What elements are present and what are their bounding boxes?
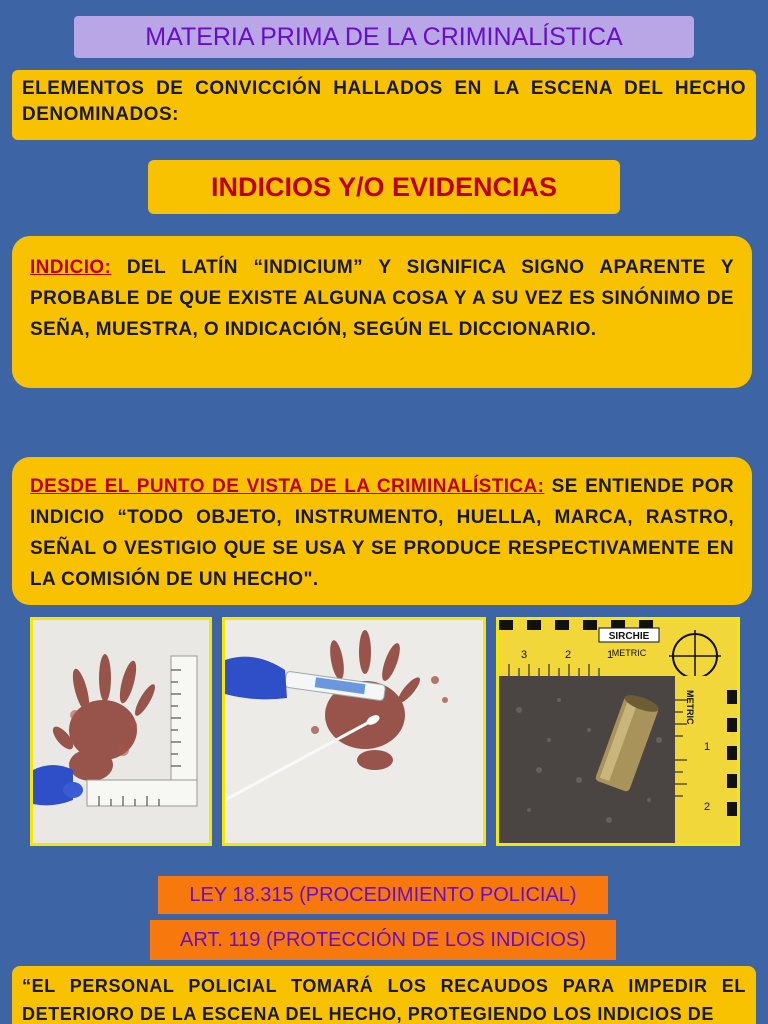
definition-term: INDICIO: xyxy=(30,257,112,278)
ruler-tick-side-1: 1 xyxy=(704,741,711,753)
swab-sample-photo xyxy=(222,617,486,846)
ruler-unit-top: METRIC xyxy=(611,648,647,658)
handprint-illustration xyxy=(33,620,209,843)
quote-text: “EL PERSONAL POLICIAL TOMARÁ LOS RECAUDOS PARA IMPEDIR EL DETERIORO DE LA ESCENA DEL HECHO, PROTEGIENDO LOS INDICIOS DE xyxy=(22,976,746,1024)
criminalistics-box xyxy=(12,457,752,605)
definition-text: DEL LATÍN “INDICIUM” Y SIGNIFICA SIGNO APARENTE Y PROBABLE DE QUE EXISTE ALGUNA COSA Y A SU VEZ ES SINÓNIMO DE SEÑA, MUESTRA, O INDICACIÓN, SEGÚN EL DICCIONARIO. xyxy=(30,257,734,340)
quote-box xyxy=(12,966,756,1024)
swab-illustration xyxy=(225,620,483,843)
section-heading-text: INDICIOS Y/O EVIDENCIAS xyxy=(210,171,558,202)
ruler-tick-side-2: 2 xyxy=(704,801,711,813)
page-title xyxy=(74,16,694,58)
section-heading xyxy=(148,160,620,214)
law-text: LEY 18.315 (PROCEDIMIENTO POLICIAL) xyxy=(189,883,577,906)
ruler-tick-2: 2 xyxy=(565,649,572,661)
page-title-text: MATERIA PRIMA DE LA CRIMINALÍSTICA xyxy=(145,22,623,51)
definition-box xyxy=(12,236,752,388)
ruler-unit-side: METRIC xyxy=(685,690,695,725)
ruler-brand: SIRCHIE xyxy=(608,631,650,642)
handprint-photo xyxy=(30,617,212,846)
ruler-tick-3: 3 xyxy=(521,649,528,661)
criminalistics-term: DESDE EL PUNTO DE VISTA DE LA CRIMINALÍSTICA: xyxy=(30,476,545,497)
article-banner xyxy=(150,920,616,960)
criminalistics-text: SE ENTIENDE POR INDICIO “TODO OBJETO, INSTRUMENTO, HUELLA, MARCA, RASTRO, SEÑAL O VESTIGIO QUE SE USA Y SE PRODUCE RESPECTIVAMENTE EN LA COMISIÓN DE UN HECHO". xyxy=(30,476,734,590)
cartridge-illustration xyxy=(499,620,737,843)
intro-box xyxy=(12,70,756,140)
article-text: ART. 119 (PROTECCIÓN DE LOS INDICIOS) xyxy=(179,928,586,951)
cartridge-photo xyxy=(496,617,740,846)
intro-text: ELEMENTOS DE CONVICCIÓN HALLADOS EN LA ESCENA DEL HECHO DENOMINADOS: xyxy=(22,78,746,125)
law-banner xyxy=(158,876,608,914)
ruler-tick-1: 1 xyxy=(607,649,614,661)
